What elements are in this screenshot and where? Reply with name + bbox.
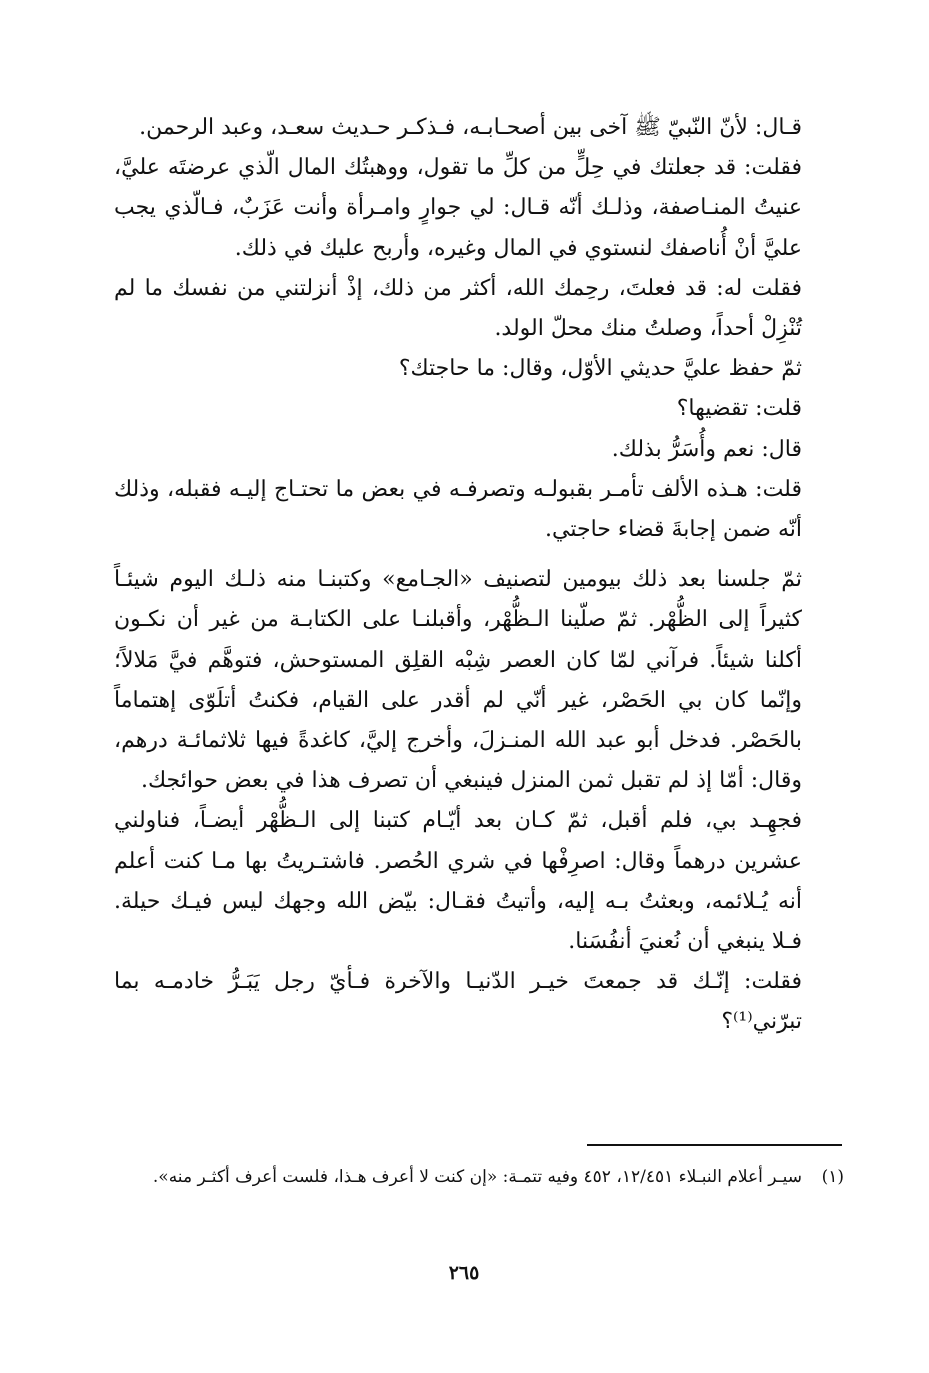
paragraph-7: قلت: هـذه الألف تأمـر بقبولـه وتصرفـه في بعض ما تحتـاج إليـه فقبله، وذلك أنّه ضمن إجابةَ قضاء حاجتي.: [114, 476, 802, 543]
paragraph-9: فجهِـد بي، فلم أقبل، ثمّ كـان بعد أيّـام كتبنا إلى الـظُّهْر أيضـاً، فناولني عشرين درهماً وقال: اصرِفْها في شري الحُصر. فاشتـريتُ بها مـا كنت أعلم أنه يُـلائمه، وبعثتُ بـه إليه، وأتيتُ فقـال: بيّض الله وجهك ليس فيـك حيلة. فـلا ينبغي أن نُعنيَ أنفُسَنا.: [114, 808, 802, 955]
paragraph-1: قـال: لأنّ النّبيّ ﷺ آخى بين أصحـابـه، فـذكـر حـديث سعـد، وعبد الرحمن.: [139, 115, 802, 140]
paragraph-10: فقلت: إنّـك قد جمعتَ خيـر الدّنيـا والآخرة فـأيّ رجل يَبَـرُّ خادمـه بما تبرّني⁽¹⁾؟: [114, 969, 802, 1035]
footnote: [114, 1160, 844, 1194]
paragraph-6: قال: نعم وأُسَرُّ بذلك.: [611, 436, 802, 462]
footnote-text: سيـر أعلام النبـلاء ١٢/٤٥١، ٤٥٢ وفيه تتمـة: «إن كنت لا أعرف هـذا، فلست أعرف أكثـر منه».: [152, 1167, 802, 1187]
main-text-block: [114, 108, 842, 1043]
footnote-divider: [587, 1144, 842, 1146]
paragraph-3: فقلت له: قد فعلتَ، رحِمك الله، أكثر من ذلك، إذْ أنزلتني من نفسك ما لم تُنْزِلْ أحداً، وصلتُ منك محلّ الولد.: [114, 275, 802, 342]
footnote-marker: (١): [821, 1167, 844, 1187]
paragraph-5: قلت: تقضيها؟: [676, 396, 802, 422]
paragraph-4: ثمّ حفظ عليَّ حديثي الأوّل، وقال: ما حاجتك؟: [398, 356, 802, 382]
page-number: ٢٦٥: [448, 1262, 480, 1284]
paragraph-2: فقلت: قد جعلتك في حِلٍّ من كلِّ ما تقول، ووهبتُك المال الّذي عرضتَه عليَّ، عنيتُ المنـاصفة، وذلـك أنّه قـال: لي جوارٍ وامـرأة وأنت عَزَبٌ، فـالّذي يجب عليَّ أنْ أُناصفك لنستوي في المال وغيره، وأربح عليك في ذلك.: [114, 155, 802, 261]
paragraph-8: ثمّ جلسنا بعد ذلك بيومين لتصنيف «الجـامع» وكتبنـا منه ذلـك اليوم شيئـاً كثيراً إلى الظُّهْر. ثمّ صلّينا الـظُّهْر، وأقبلنـا على الكتابـة من غير أن نكـون أكلنا شيئاً. فرآني لمّا كان العصر شِبْه القلِق المستوحش، فتوهَّم فيَّ مَلالاً؛ وإنّما كان بي الحَصْر، غير أنّي لم أقدر على القيام، فكنتُ أتلَوّى إهتماماً بالحَصْر. فدخل أبو عبد الله المنـزلَ، وأخرج إليَّ، كاغدةً فيها ثلاثمائـة درهم، وقال: أمّا إذ لم تقبل ثمن المنزل فينبغي أن تصرف هذا في بعض حوائجك.: [114, 567, 802, 794]
